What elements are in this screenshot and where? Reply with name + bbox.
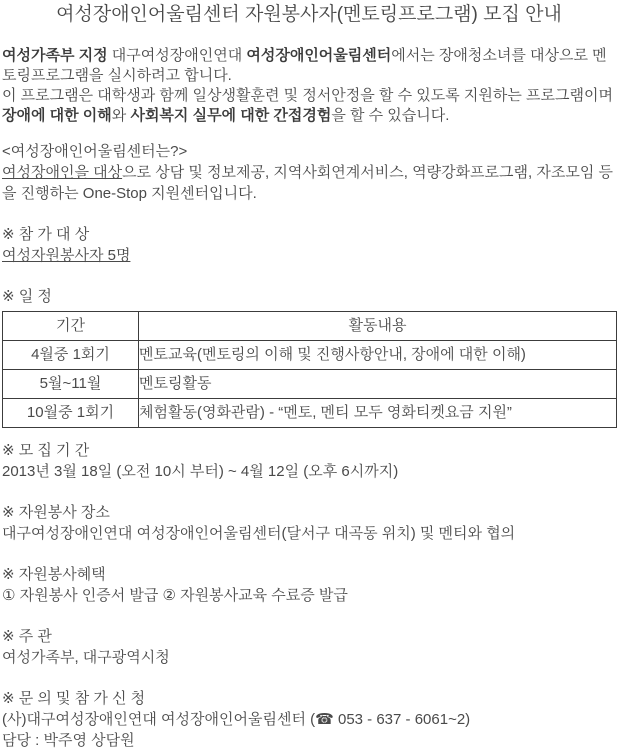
about-heading: <여성장애인어울림센터는?> bbox=[2, 143, 188, 160]
activity-cell: 멘토교육(멘토링의 이해 및 진행사항안내, 장애에 대한 이해) bbox=[139, 341, 617, 370]
benefits-value: ① 자원봉사 인증서 발급 ② 자원봉사교육 수료증 발급 bbox=[2, 587, 348, 604]
table-header-row bbox=[3, 312, 617, 341]
intro-paragraph bbox=[2, 46, 616, 126]
table-row bbox=[3, 370, 617, 399]
about-underlined-text: 여성장애인을 대상 bbox=[2, 164, 123, 181]
section-schedule-heading bbox=[2, 286, 616, 307]
section-participants bbox=[2, 224, 616, 266]
table-row bbox=[3, 399, 617, 428]
activity-cell: 멘토링활동 bbox=[139, 370, 617, 399]
recruit-period-heading: ※ 모 집 기 간 bbox=[2, 442, 90, 459]
phone-icon: ☎ bbox=[315, 711, 334, 728]
contact-heading: ※ 문 의 및 참 가 신 청 bbox=[2, 690, 146, 707]
activity-cell: 체험활동(영화관람) - “멘토, 멘티 모두 영화티켓요금 지원” bbox=[139, 399, 617, 428]
intro-bold-center: 여성장애인어울림센터 bbox=[246, 47, 392, 64]
table-row bbox=[3, 341, 617, 370]
contact-manager: 담당 : 박주영 상담원 bbox=[2, 732, 135, 749]
recruit-period-value: 2013년 3월 18일 (오전 10시 부터) ~ 4월 12일 (오후 6시까지) bbox=[2, 463, 399, 480]
about-body: 으로 상담 및 정보제공, 지역사회연계서비스, 역량강화프로그램, 자조모임 등을 진행하는 One-Stop 지원센터입니다. bbox=[2, 164, 613, 202]
section-organizer bbox=[2, 626, 616, 668]
intro-text: 이 프로그램은 대학생과 함께 일상생활훈련 및 정서안정을 할 수 있도록 지원하는 프로그램이며 bbox=[2, 87, 613, 104]
period-cell: 5월~11월 bbox=[3, 370, 139, 399]
contact-phone-number: 053 - 637 - 6061~2) bbox=[333, 711, 471, 728]
about-center-paragraph bbox=[2, 141, 616, 204]
schedule-table bbox=[2, 311, 617, 428]
contact-org: (사)대구여성장애인연대 여성장애인어울림센터 ( bbox=[2, 711, 316, 728]
section-benefits bbox=[2, 564, 616, 606]
organizer-heading: ※ 주 관 bbox=[2, 628, 52, 645]
intro-bold-experience: 사회복지 실무에 대한 간접경험 bbox=[130, 107, 332, 124]
section-recruit-period bbox=[2, 440, 616, 482]
intro-text: 에서는 장애청소녀를 대상으로 멘토링프로그램을 실시하려고 합니다. bbox=[2, 47, 607, 84]
intro-bold-ministry: 여성가족부 지정 bbox=[2, 47, 108, 64]
participants-value: 여성자원봉사자 5명 bbox=[2, 247, 131, 264]
intro-text: 을 할 수 있습니다. bbox=[331, 107, 450, 124]
benefits-heading: ※ 자원봉사혜택 bbox=[2, 566, 106, 583]
column-header-activity: 활동내용 bbox=[139, 312, 617, 341]
location-value: 대구여성장애인연대 여성장애인어울림센터(달서구 대곡동 위치) 및 멘티와 협의 bbox=[2, 525, 516, 542]
period-cell: 4월중 1회기 bbox=[3, 341, 139, 370]
column-header-period: 기간 bbox=[3, 312, 139, 341]
participants-heading: ※ 참 가 대 상 bbox=[2, 226, 90, 243]
page-title: 여성장애인어울림센터 자원봉사자(멘토링프로그램) 모집 안내 bbox=[56, 4, 562, 25]
intro-text: 대구여성장애인연대 bbox=[107, 47, 247, 64]
organizer-value: 여성가족부, 대구광역시청 bbox=[2, 649, 170, 666]
location-heading: ※ 자원봉사 장소 bbox=[2, 504, 110, 521]
schedule-heading: ※ 일 정 bbox=[2, 288, 52, 305]
intro-text: 와 bbox=[111, 107, 131, 124]
section-location bbox=[2, 502, 616, 544]
period-cell: 10월중 1회기 bbox=[3, 399, 139, 428]
intro-bold-understanding: 장애에 대한 이해 bbox=[2, 107, 112, 124]
